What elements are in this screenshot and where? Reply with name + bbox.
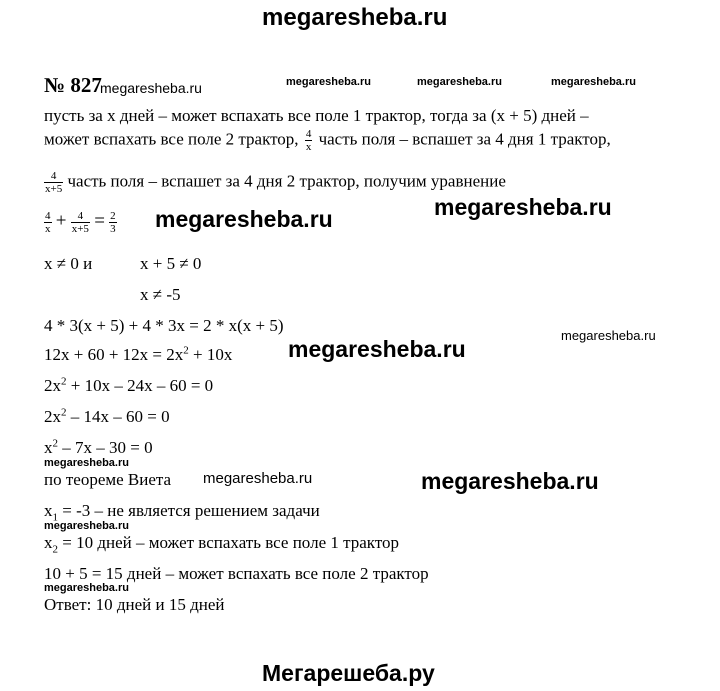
condition: x + 5 ≠ 0	[140, 254, 202, 273]
watermark-small: megaresheba.ru	[551, 76, 636, 88]
watermark-large: megaresheba.ru	[434, 194, 612, 220]
text-fragment: часть поля – вспашет за 4 дня 2 трактор, получим уравнение	[67, 171, 506, 191]
text-fragment: 12x + 60 + 12x = 2x	[44, 345, 184, 364]
text-fragment: = -3 – не является решением задачи	[58, 501, 320, 520]
watermark-small: megaresheba.ru	[417, 76, 502, 88]
fraction-numerator: 4	[45, 210, 51, 222]
answer-line: Ответ: 10 дней и 15 дней	[44, 595, 225, 614]
fraction-numerator: 4	[50, 170, 57, 182]
root-line	[44, 501, 320, 524]
equals-sign: =	[94, 210, 105, 232]
text-fragment: + 10x	[188, 345, 233, 364]
solution-step	[44, 438, 153, 458]
text-fragment: = 10 дней – может вспахать все поле 1 трактор	[58, 533, 400, 552]
watermark-regular: megaresheba.ru	[561, 328, 656, 343]
text-fragment: x	[44, 501, 53, 520]
text-fragment: часть поля – вспашет за 4 дня 1 трактор,	[318, 129, 611, 149]
fraction-denominator: 3	[110, 223, 116, 235]
fraction-denominator: x	[45, 223, 51, 235]
text-fragment: 2x	[44, 376, 61, 395]
text-line	[44, 170, 506, 195]
sum-line: 10 + 5 = 15 дней – может вспахать все поле 2 трактор	[44, 564, 429, 583]
watermark-small: megaresheba.ru	[44, 457, 129, 469]
watermark-small: megaresheba.ru	[286, 76, 371, 88]
watermark-top: megaresheba.ru	[262, 4, 448, 31]
fraction-denominator: x+5	[71, 223, 89, 235]
fraction	[305, 128, 313, 153]
condition: x ≠ 0 и	[44, 254, 93, 273]
text-line	[44, 128, 611, 153]
text-fragment: x	[44, 533, 53, 552]
fraction	[44, 170, 63, 195]
plus-sign: +	[55, 210, 67, 232]
text-fragment: x	[44, 438, 53, 457]
subscript: 1	[52, 511, 58, 524]
solution-step: 4 * 3(x + 5) + 4 * 3x = 2 * x(x + 5)	[44, 316, 284, 335]
subscript: 2	[52, 543, 58, 556]
fraction-numerator: 4	[305, 128, 312, 140]
fraction-numerator: 4	[77, 210, 84, 222]
root-line	[44, 533, 400, 556]
text-fragment: может вспахать все поле 2 трактор,	[44, 129, 299, 149]
watermark-inline-header: megaresheba.ru	[100, 80, 202, 96]
text-fragment: + 10x – 24x – 60 = 0	[66, 376, 214, 395]
exponent: 2	[61, 406, 67, 419]
text-fragment: 2x	[44, 407, 61, 426]
vieta-line: по теореме Виета	[44, 470, 172, 489]
solution-step	[44, 345, 232, 365]
solution-step	[44, 376, 213, 396]
equation	[44, 210, 117, 235]
fraction-denominator: x	[305, 141, 312, 153]
problem-number: № 827	[44, 73, 102, 97]
exponent: 2	[52, 437, 58, 450]
condition: x ≠ -5	[140, 285, 181, 304]
fraction	[71, 210, 90, 235]
fraction-numerator: 2	[110, 210, 116, 222]
solution-step	[44, 407, 170, 427]
fraction-denominator: x+5	[45, 183, 63, 195]
exponent: 2	[183, 344, 189, 357]
text-line: пусть за х дней – может вспахать все поле 1 трактор, тогда за (х + 5) дней –	[44, 106, 589, 125]
fraction	[44, 210, 52, 235]
exponent: 2	[61, 375, 67, 388]
watermark-small: megaresheba.ru	[44, 582, 129, 594]
watermark-regular: megaresheba.ru	[203, 470, 313, 487]
text-fragment: – 14x – 60 = 0	[66, 407, 170, 426]
watermark-large: megaresheba.ru	[288, 336, 466, 362]
watermark-large: megaresheba.ru	[155, 206, 333, 232]
watermark-bottom: Мегарешеба.ру	[262, 660, 435, 686]
watermark-large: megaresheba.ru	[421, 468, 599, 494]
watermark-small: megaresheba.ru	[44, 520, 129, 532]
text-fragment: – 7x – 30 = 0	[58, 438, 153, 457]
fraction	[109, 210, 117, 235]
